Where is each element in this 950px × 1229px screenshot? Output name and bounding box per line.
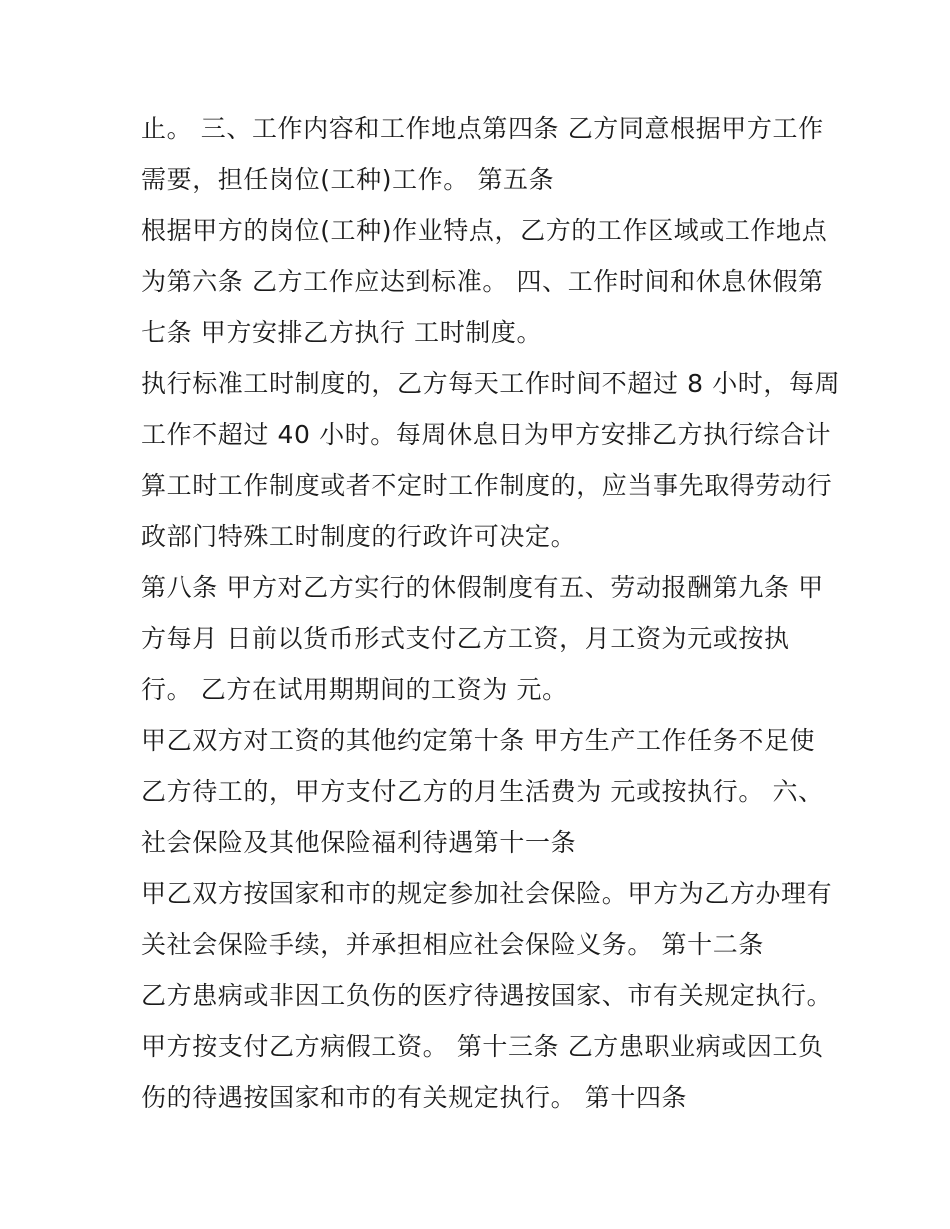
text-line-12: 行。 乙方在试用期期间的工资为 元。 — [141, 675, 568, 704]
text-line-10: 第八条 甲方对乙方实行的休假制度有五、劳动报酬第九条 甲 — [141, 573, 824, 602]
text-line-13: 甲乙双方对工资的其他约定第十条 甲方生产工作任务不足使 — [141, 726, 816, 755]
text-line-6: 执行标准工时制度的，乙方每天工作时间不超过 8 小时，每周 — [141, 369, 841, 398]
text-line-1: 止。 三、工作内容和工作地点第四条 乙方同意根据甲方工作 — [141, 114, 824, 143]
text-line-15: 社会保险及其他保险福利待遇第十一条 — [141, 828, 577, 857]
text-line-7: 工作不超过 40 小时。每周休息日为甲方安排乙方执行综合计 — [141, 420, 832, 449]
text-line-16: 甲乙双方按国家和市的规定参加社会保险。甲方为乙方办理有 — [141, 879, 833, 908]
text-line-20: 伤的待遇按国家和市的有关规定执行。 第十四条 — [141, 1083, 688, 1112]
text-line-3: 根据甲方的岗位(工种)作业特点，乙方的工作区域或工作地点 — [141, 216, 828, 245]
text-line-19: 甲方按支付乙方病假工资。 第十三条 乙方患职业病或因工负 — [141, 1032, 824, 1061]
text-line-17: 关社会保险手续，并承担相应社会保险义务。 第十二条 — [141, 930, 764, 959]
text-line-18: 乙方患病或非因工负伤的医疗待遇按国家、市有关规定执行。 — [141, 981, 833, 1010]
text-line-2: 需要，担任岗位(工种)工作。 第五条 — [141, 165, 555, 194]
text-line-5: 七条 甲方安排乙方执行 工时制度。 — [141, 318, 543, 347]
text-line-14: 乙方待工的，甲方支付乙方的月生活费为 元或按执行。 六、 — [141, 777, 824, 806]
text-line-8: 算工时工作制度或者不定时工作制度的，应当事先取得劳动行 — [141, 471, 833, 500]
text-line-4: 为第六条 乙方工作应达到标准。 四、工作时间和休息休假第 — [141, 267, 824, 296]
text-line-11: 方每月 日前以货币形式支付乙方工资，月工资为元或按执 — [141, 624, 790, 653]
text-line-9: 政部门特殊工时制度的行政许可决定。 — [141, 522, 577, 551]
